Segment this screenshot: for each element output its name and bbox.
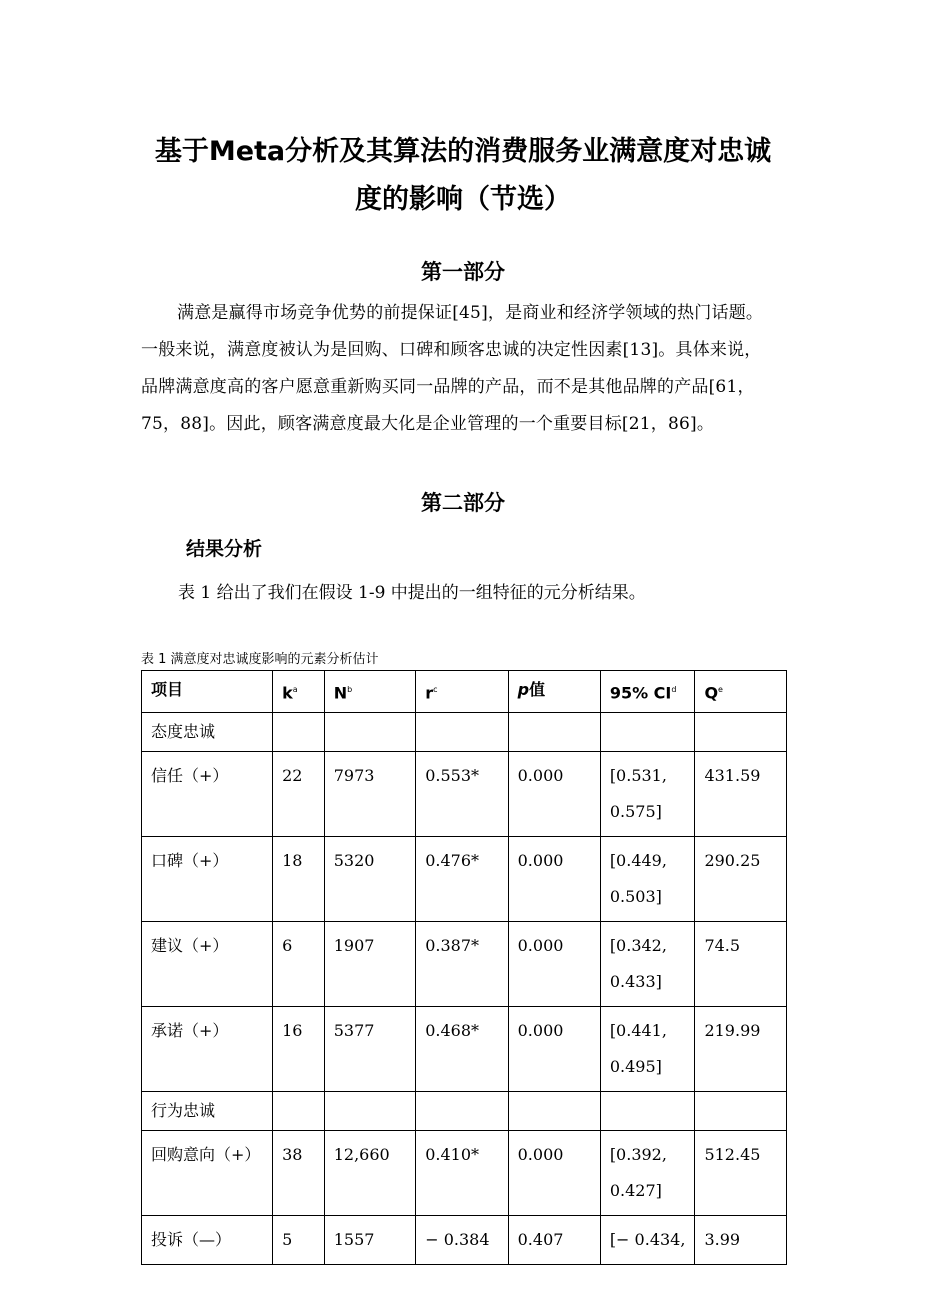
table-header-row <box>142 671 787 713</box>
table-row <box>142 837 787 922</box>
cell-r: 0.410* <box>416 1131 508 1216</box>
cell-k: 16 <box>273 1007 325 1092</box>
cell-q: 290.25 <box>695 837 787 922</box>
paragraph-line: 75，88]。因此，顾客满意度最大化是企业管理的一个重要目标[21，86]。 <box>141 414 715 434</box>
cell-p: 0.000 <box>508 922 600 1007</box>
table-row <box>142 752 787 837</box>
cell-k: 5 <box>273 1216 325 1265</box>
results-intro: 表 1 给出了我们在假设 1-9 中提出的一组特征的元分析结果。 <box>178 583 646 603</box>
cell-p: 0.407 <box>508 1216 600 1265</box>
paragraph-line: 满意是赢得市场竞争优势的前提保证[45]，是商业和经济学领域的热门话题。 <box>177 303 764 323</box>
empty-cell <box>695 713 787 752</box>
table-group-row <box>142 1092 787 1131</box>
cell-ci: [0.441, 0.495] <box>600 1007 695 1092</box>
empty-cell <box>416 1092 508 1131</box>
header-r: $r^c$ <box>416 671 508 713</box>
empty-cell <box>508 713 600 752</box>
meta-analysis-table <box>141 670 787 1265</box>
cell-k: 22 <box>273 752 325 837</box>
cell-p: 0.000 <box>508 752 600 837</box>
cell-ci: [− 0.434, <box>600 1216 695 1265</box>
cell-p: 0.000 <box>508 837 600 922</box>
document-title-line-2: 度的影响（节选） <box>355 184 571 215</box>
empty-cell <box>416 713 508 752</box>
cell-p: 0.000 <box>508 1007 600 1092</box>
cell-q: 74.5 <box>695 922 787 1007</box>
cell-n: 5320 <box>324 837 416 922</box>
table-caption: 表 1 满意度对忠诚度影响的元素分析估计 <box>141 652 379 667</box>
cell-ci: [0.449, 0.503] <box>600 837 695 922</box>
header-ci: 95% $CI^d$ <box>600 671 695 713</box>
group-attitude: 态度忠诚 <box>142 713 273 752</box>
empty-cell <box>695 1092 787 1131</box>
table-row <box>142 1131 787 1216</box>
paragraph-line: 品牌满意度高的客户愿意重新购买同一品牌的产品，而不是其他品牌的产品[61， <box>141 377 755 397</box>
table-row <box>142 922 787 1007</box>
cell-item: 投诉（—） <box>142 1216 273 1265</box>
cell-n: 1557 <box>324 1216 416 1265</box>
cell-n: 5377 <box>324 1007 416 1092</box>
header-p: p值 <box>508 671 600 713</box>
document-title-line-1: 基于Meta分析及其算法的消费服务业满意度对忠诚 <box>154 136 772 167</box>
header-n: $N^b$ <box>324 671 416 713</box>
table-row <box>142 1007 787 1092</box>
cell-p: 0.000 <box>508 1131 600 1216</box>
cell-r: 0.476* <box>416 837 508 922</box>
paragraph-line: 一般来说，满意度被认为是回购、口碑和顾客忠诚的决定性因素[13]。具体来说， <box>141 340 762 360</box>
cell-r: 0.387* <box>416 922 508 1007</box>
empty-cell <box>600 1092 695 1131</box>
empty-cell <box>324 713 416 752</box>
cell-ci: [0.342, 0.433] <box>600 922 695 1007</box>
header-item: 项目 <box>142 671 273 713</box>
cell-k: 18 <box>273 837 325 922</box>
empty-cell <box>600 713 695 752</box>
cell-k: 6 <box>273 922 325 1007</box>
cell-item: 建议（+） <box>142 922 273 1007</box>
cell-k: 38 <box>273 1131 325 1216</box>
cell-q: 431.59 <box>695 752 787 837</box>
part2-heading: 第二部分 <box>421 491 505 515</box>
cell-item: 信任（+） <box>142 752 273 837</box>
cell-n: 1907 <box>324 922 416 1007</box>
cell-n: 12,660 <box>324 1131 416 1216</box>
table-group-row <box>142 713 787 752</box>
header-q: $Q^e$ <box>695 671 787 713</box>
cell-r: 0.468* <box>416 1007 508 1092</box>
cell-q: 512.45 <box>695 1131 787 1216</box>
empty-cell <box>324 1092 416 1131</box>
part1-paragraph <box>141 295 801 443</box>
part1-heading: 第一部分 <box>421 260 505 284</box>
cell-q: 3.99 <box>695 1216 787 1265</box>
cell-q: 219.99 <box>695 1007 787 1092</box>
group-behavior: 行为忠诚 <box>142 1092 273 1131</box>
table-row <box>142 1216 787 1265</box>
cell-ci: [0.392, 0.427] <box>600 1131 695 1216</box>
empty-cell <box>273 713 325 752</box>
cell-item: 口碑（+） <box>142 837 273 922</box>
empty-cell <box>273 1092 325 1131</box>
cell-r: 0.553* <box>416 752 508 837</box>
cell-item: 回购意向（+） <box>142 1131 273 1216</box>
cell-ci: [0.531, 0.575] <box>600 752 695 837</box>
empty-cell <box>508 1092 600 1131</box>
header-k: $k^a$ <box>273 671 325 713</box>
cell-n: 7973 <box>324 752 416 837</box>
cell-r: − 0.384 <box>416 1216 508 1265</box>
results-subheading: 结果分析 <box>186 538 263 560</box>
cell-item: 承诺（+） <box>142 1007 273 1092</box>
